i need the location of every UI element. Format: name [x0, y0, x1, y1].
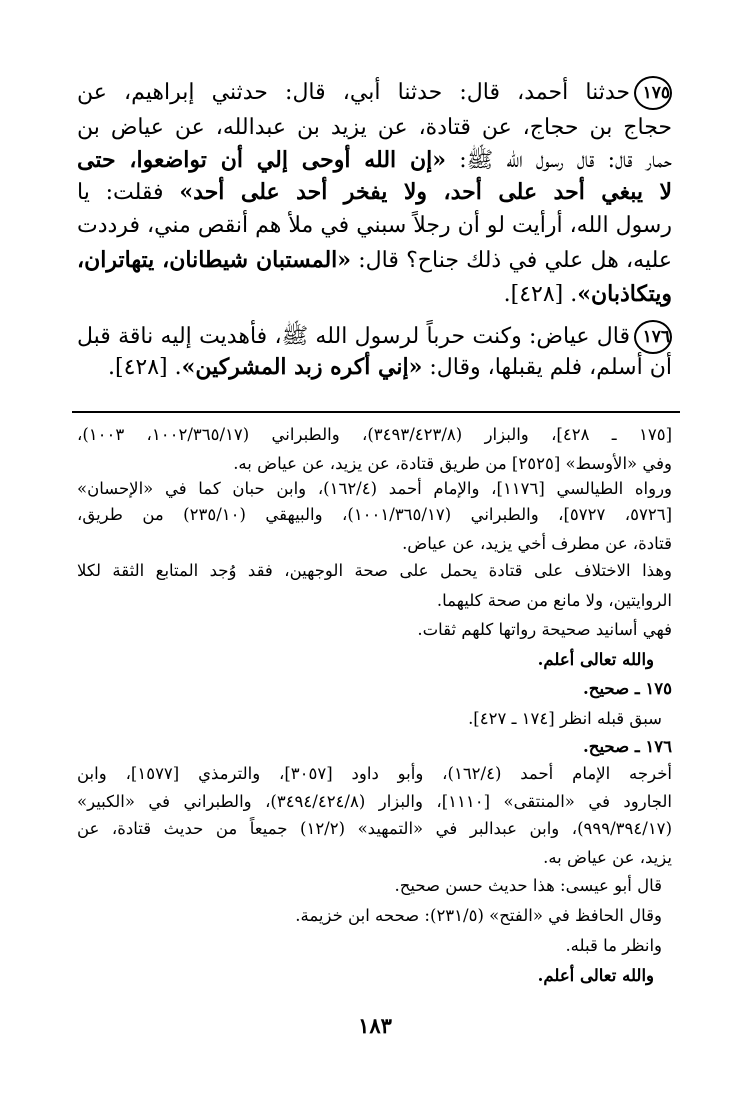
hadith-number-badge: ١٧٥: [634, 76, 672, 110]
closing-formula: والله تعالى أعلم.: [537, 650, 654, 669]
footnote-line: قتادة، عن مطرف أخي يزيد، عن عياض.: [402, 534, 672, 553]
footnote-line: [٥٧٢٦، ٥٧٢٧]، والطبراني (١٠٠١/٣٦٥/١٧)، والبيهقي (٢٣٥/١٠) من طريق،: [77, 505, 672, 524]
footnote-divider: [72, 411, 680, 413]
hadith-175-line-3: حمار قال: قال رسول الله ﷺ: «إن الله أوحى إلي أن تواضعوا، حتى: [77, 147, 673, 173]
hadith-175-line-6: عليه، هل علي في ذلك جناح؟ قال: «المستبان شيطانان، يتهاتران،: [77, 247, 672, 273]
footnote-line: ورواه الطيالسي [١١٧٦]، والإمام أحمد (١٦٢/٤)، وابن حبان كما في «الإحسان»: [77, 479, 673, 498]
hadith-175-line-4: لا يبغي أحد على أحد، ولا يفخر أحد على أحد» فقلت: يا: [77, 179, 673, 205]
hadith-number-badge: ١٧٦: [634, 320, 672, 354]
hadith-175-line-2: حجاج بن حجاج، عن قتادة، عن يزيد بن عبدالله، عن عياض بن: [77, 115, 672, 140]
hadith-176-line-2: أن أسلم، فلم يقبلها، وقال: «إني أكره زبد المشركين». [٤٢٨].: [108, 354, 672, 380]
hadith-176-line-1: ١٧٦قال عياض: وكنت حرباً لرسول الله ﷺ، فأهديت إليه ناقة قبل: [77, 320, 672, 354]
footnote-line: يزيد، عن عياض به.: [543, 848, 672, 867]
footnote-line: [١٧٥ ـ ٤٢٨]، والبزار (٣٤٩٣/٤٢٣/٨)، والطبراني (١٠٠٢/٣٦٥/١٧، ١٠٠٣)،: [77, 425, 672, 444]
hadith-175-line-1: ١٧٥حدثنا أحمد، قال: حدثنا أبي، قال: حدثني إبراهيم، عن: [77, 76, 672, 110]
hadith-175-line-7: ويتكاذبان». [٤٢٨].: [503, 281, 672, 307]
hadith-175-line-5: رسول الله، أرأيت لو أن رجلاً سبني في ملأ هم أنقص مني، فرددت: [77, 213, 672, 238]
footnote-line: سبق قبله انظر [١٧٤ ـ ٤٢٧].: [468, 709, 662, 728]
footnote-line: وانظر ما قبله.: [565, 936, 662, 955]
footnote-line: وهذا الاختلاف على قتادة يحمل على صحة الوجهين، فقد وُجد المتابع الثقة لكلا: [77, 561, 672, 580]
closing-formula: والله تعالى أعلم.: [537, 966, 654, 985]
footnote-line: قال أبو عيسى: هذا حديث حسن صحيح.: [394, 876, 662, 895]
footnote-line: الروايتين، ولا مانع من صحة كليهما.: [436, 591, 672, 610]
footnote-line: وفي «الأوسط» [٢٥٢٥] من طريق قتادة، عن يزيد، عن عياض به.: [233, 454, 672, 473]
footnote-line: فهي أسانيد صحيحة رواتها كلهم ثقات.: [417, 620, 672, 639]
footnote-line: وقال الحافظ في «الفتح» (٢٣١/٥): صححه ابن خزيمة.: [295, 906, 662, 925]
grading-176: ١٧٦ ـ صحيح.: [583, 737, 672, 756]
page-number: ١٨٣: [358, 1013, 392, 1038]
footnote-line: أخرجه الإمام أحمد (١٦٢/٤)، وأبو داود [٣٠٥٧]، والترمذي [١٥٧٧]، وابن: [77, 764, 672, 783]
footnote-line: الجارود في «المنتقى» [١١١٠]، والبزار (٣٤٩٤/٤٢٤/٨)، والطبراني في «الكبير»: [77, 792, 672, 811]
grading-175: ١٧٥ ـ صحيح.: [583, 679, 672, 698]
footnote-line: (٩٩٩/٣٩٤/١٧)، وابن عبدالبر في «التمهيد» (١٢/٢) جميعاً من حديث قتادة، عن: [77, 819, 672, 838]
